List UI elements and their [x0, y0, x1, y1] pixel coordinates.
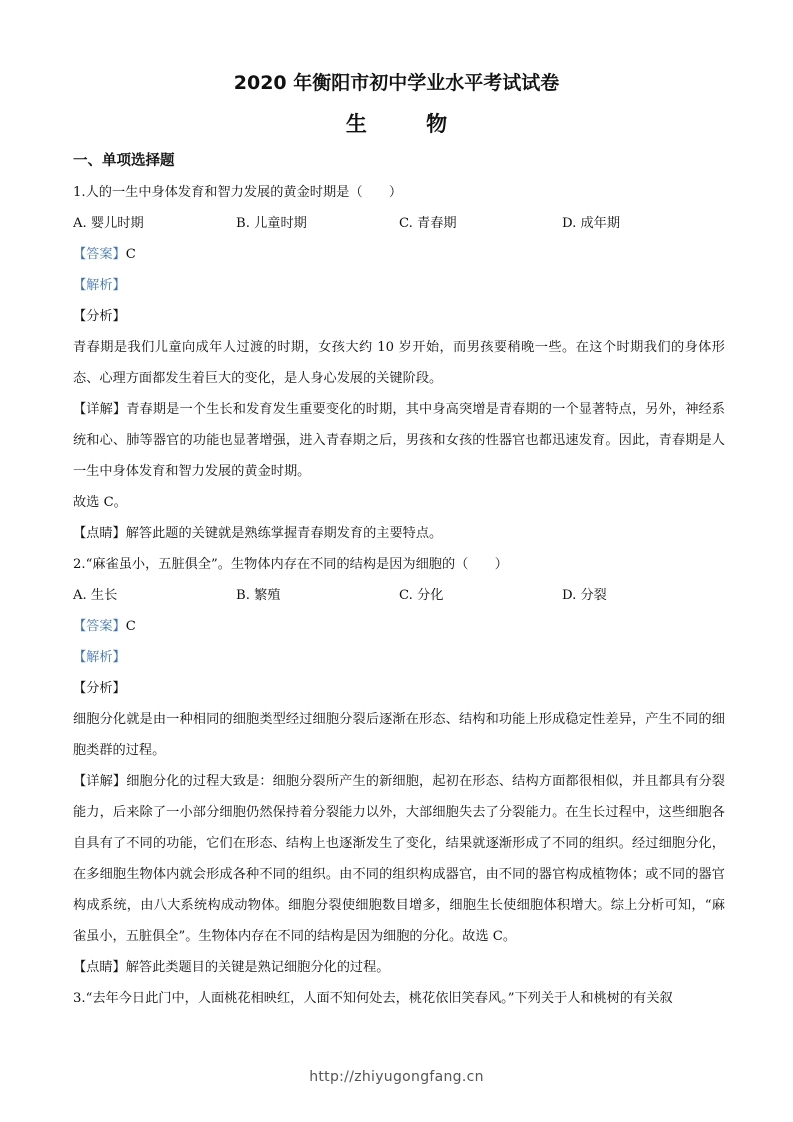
option-a: A. 生长: [73, 588, 118, 603]
detail-text: 细胞分化的过程大致是：细胞分裂所产生的新细胞，起初在形态、结构方面都很相似，并且都具有分裂能力，后来除了一小部分细胞仍然保持着分裂能力以外，大部细胞失去了分裂能力。在生长过程中，这些细胞各自具有了不同的功能，它们在形态、结构上也逐渐发生了变化，结果就逐渐形成了不同的组织。经过细胞分化，在多细胞生物体内就会形成各种不同的组织。由不同的组织构成器官，由不同的器官构成植物体；或不同的器官构成系统，由八大系统构成动物体。细胞分裂使细胞数目增多，细胞生长使细胞体积增大。综上分析可知，“麻雀虽小，五脏俱全”。生物体内存在不同的结构是因为细胞的分化。故选 C。: [73, 774, 725, 944]
option-row: [73, 208, 725, 239]
fenxi-text: 细胞分化就是由一种相同的细胞类型经过细胞分裂后逐渐在形态、结构和功能上形成稳定性差异，产生不同的细胞类群的过程。: [73, 712, 725, 758]
fenxi-text: 青春期是我们儿童向成年人过渡的时期，女孩大约 10 岁开始，而男孩要稍晚一些。在这个时期我们的身体形态、心理方面都发生着巨大的变化，是人身心发展的关键阶段。: [73, 340, 725, 386]
answer-value: C: [125, 619, 136, 634]
choose-line: 故选 C。: [73, 495, 127, 510]
analysis-tag: 【解析】: [73, 278, 126, 293]
tip-text: 解答此类题目的关键是熟记细胞分化的过程。: [125, 960, 390, 975]
option-d: D. 分裂: [562, 588, 607, 603]
tip-line: [73, 952, 725, 983]
option-c: C. 青春期: [399, 216, 457, 231]
option-d: D. 成年期: [562, 216, 621, 231]
detail-paragraph: [73, 394, 725, 487]
question-stem: 2.“麻雀虽小，五脏俱全”。生物体内存在不同的结构是因为细胞的（ ）: [73, 557, 508, 572]
detail-tag: 【详解】: [73, 402, 127, 417]
tip-tag: 【点睛】: [73, 526, 126, 541]
answer-value: C: [125, 247, 136, 262]
fenxi-tag: 【分析】: [73, 309, 126, 324]
answer-line: [73, 611, 725, 642]
question-stem: 1.人的一生中身体发育和智力发展的黄金时期是（ ）: [73, 185, 403, 200]
detail-tag: 【详解】: [73, 774, 127, 789]
option-c: C. 分化: [399, 588, 444, 603]
option-a: A. 婴儿时期: [73, 216, 144, 231]
answer-tag: 【答案】: [73, 247, 126, 262]
detail-paragraph: [73, 766, 725, 952]
subject-heading: 生 物: [345, 112, 474, 136]
tip-text: 解答此题的关键就是熟练掌握青春期发育的主要特点。: [125, 526, 443, 541]
analysis-tag: 【解析】: [73, 650, 126, 665]
detail-text: 青春期是一个生长和发育发生重要变化的时期，其中身高突增是青春期的一个显著特点，另外，神经系统和心、肺等器官的功能也显著增强，进入青春期之后，男孩和女孩的性器官也都迅速发育。因此，青春期是人一生中身体发育和智力发展的黄金时期。: [73, 402, 725, 479]
fenxi-tag: 【分析】: [73, 681, 126, 696]
exam-title: 2020 年衡阳市初中学业水平考试试卷: [233, 72, 560, 94]
option-row: [73, 580, 725, 611]
answer-tag: 【答案】: [73, 619, 126, 634]
answer-line: [73, 239, 725, 270]
option-b: B. 繁殖: [236, 588, 281, 603]
exam-content: [73, 146, 725, 1014]
footer-url[interactable]: http://zhiyugongfang.cn: [309, 1069, 484, 1085]
option-b: B. 儿童时期: [236, 216, 307, 231]
tip-line: [73, 518, 725, 549]
tip-tag: 【点睛】: [73, 960, 126, 975]
question-stem: 3.“去年今日此门中，人面桃花相映红，人面不知何处去，桃花依旧笑春风。”下列关于人和桃树的有关叙: [73, 991, 673, 1006]
section-heading: 一、单项选择题: [73, 153, 175, 169]
